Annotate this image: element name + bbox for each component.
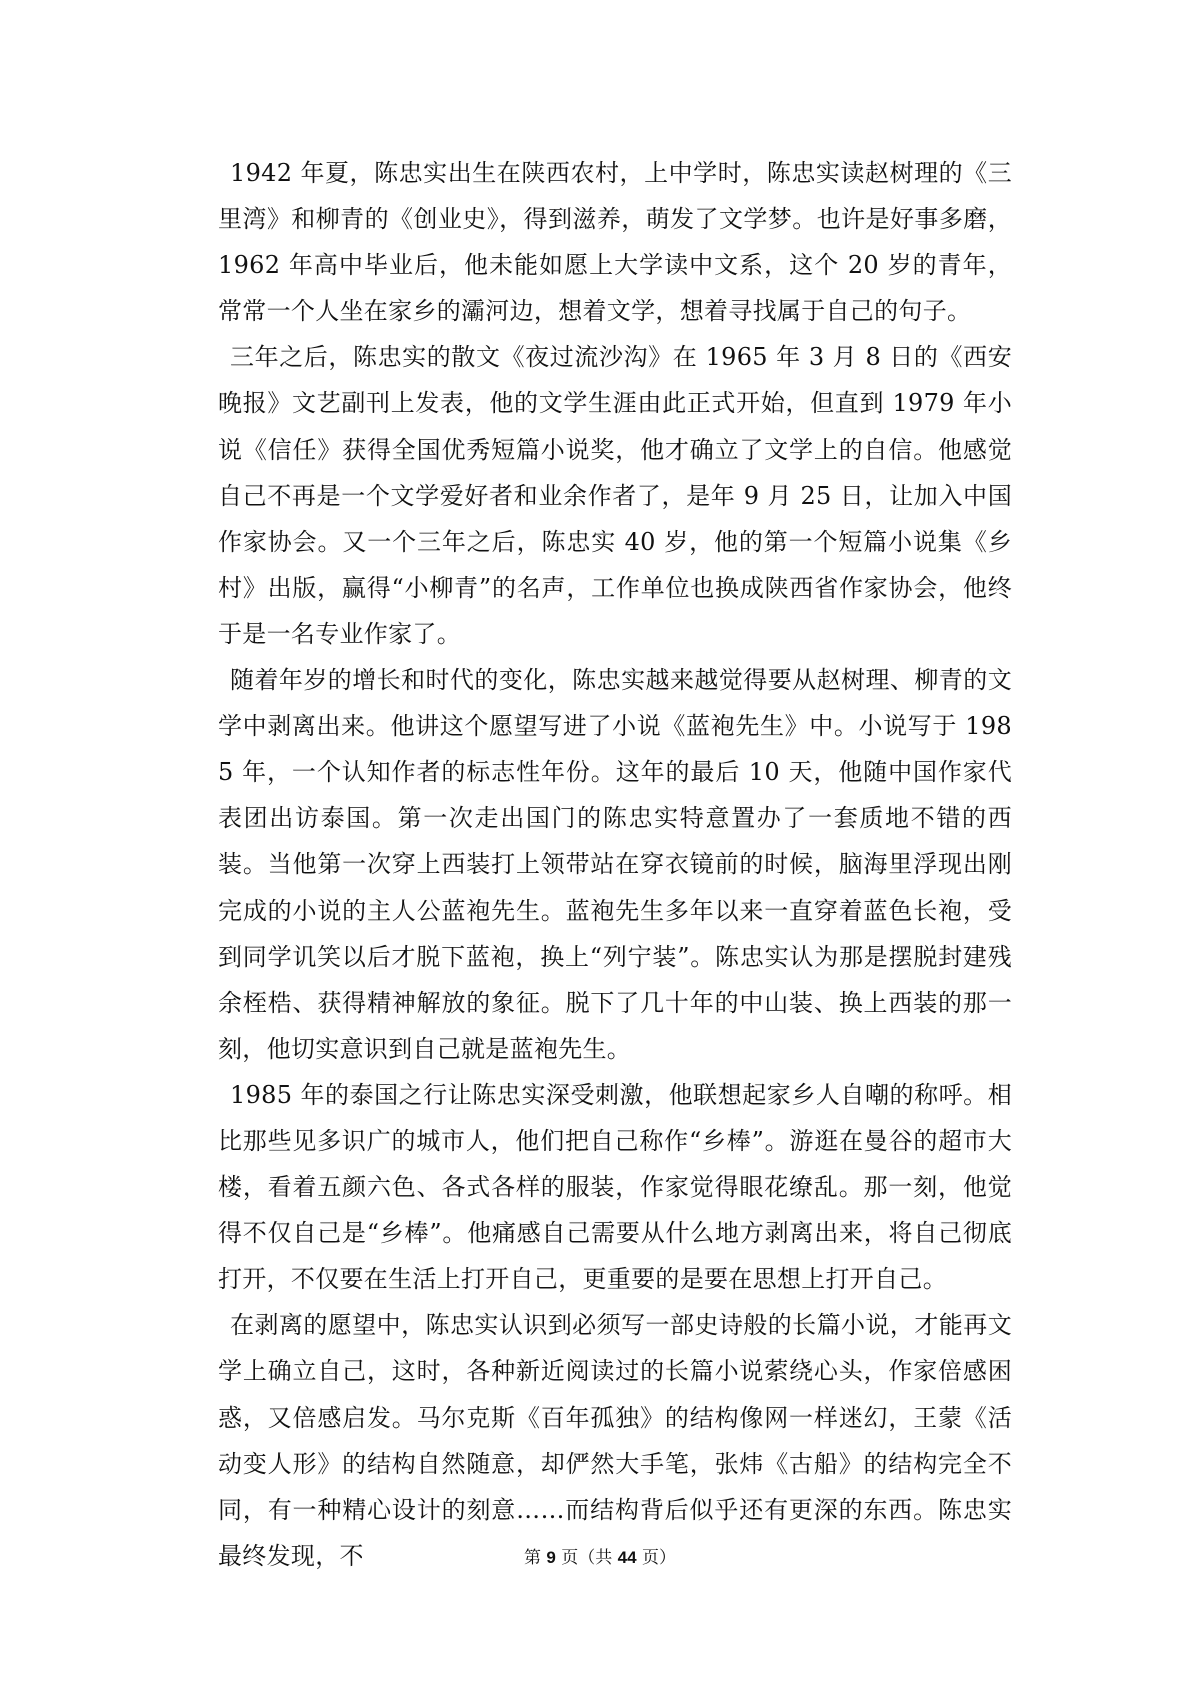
paragraph-1: 1942 年夏，陈忠实出生在陕西农村，上中学时，陈忠实读赵树理的《三里湾》和柳青的《创业史》，得到滋养，萌发了文学梦。也许是好事多磨，1962 年高中毕业后，他未能如愿上大学读中文系，这个 20 岁的青年，常常一个人坐在家乡的灞河边，想着文学，想着寻找属于自己的句子。 <box>218 159 1012 326</box>
page-footer <box>0 1547 1200 1569</box>
paragraph-4: 1985 年的泰国之行让陈忠实深受刺激，他联想起家乡人自嘲的称呼。相比那些见多识广的城市人，他们把自己称作“乡棒”。游逛在曼谷的超市大楼，看着五颜六色、各式各样的服装，作家觉得眼花缭乱。那一刻，他觉得不仅自己是“乡棒”。他痛感自己需要从什么地方剥离出来，将自己彻底打开，不仅要在生活上打开自己，更重要的是要在思想上打开自己。 <box>218 1080 1012 1294</box>
paragraph-2: 三年之后，陈忠实的散文《夜过流沙沟》在 1965 年 3 月 8 日的《西安晚报》文艺副刊上发表，他的文学生涯由此正式开始，但直到 1979 年小说《信任》获得全国优秀短篇小说奖，他才确立了文学上的自信。他感觉自己不再是一个文学爱好者和业余作者了，是年 9 月 25 日，让加入中国作家协会。又一个三年之后，陈忠实 40 岁，他的第一个短篇小说集《乡村》出版，赢得“小柳青”的名声，工作单位也换成陕西省作家协会，他终于是一名专业作家了。 <box>218 343 1012 648</box>
footer-middle: 页（共 <box>561 1548 613 1568</box>
paragraph-3: 随着年岁的增长和时代的变化，陈忠实越来越觉得要从赵树理、柳青的文学中剥离出来。他讲这个愿望写进了小说《蓝袍先生》中。小说写于 1985 年，一个认知作者的标志性年份。这年的最后 10 天，他随中国作家代表团出访泰国。第一次走出国门的陈忠实特意置办了一套质地不错的西装。当他第一次穿上西装打上领带站在穿衣镜前的时候，脑海里浮现出刚完成的小说的主人公蓝袍先生。蓝袍先生多年以来一直穿着蓝色长袍，受到同学讥笑以后才脱下蓝袍，换上“列宁装”。陈忠实认为那是摆脱封建残余桎梏、获得精神解放的象征。脱下了几十年的中山装、换上西装的那一刻，他切实意识到自己就是蓝袍先生。 <box>218 666 1012 1063</box>
document-body <box>218 150 1012 1579</box>
paragraph-5: 在剥离的愿望中，陈忠实认识到必须写一部史诗般的长篇小说，才能再文学上确立自己，这时，各种新近阅读过的长篇小说萦绕心头，作家倍感困惑，又倍感启发。马尔克斯《百年孤独》的结构像网一样迷幻，王蒙《活动变人形》的结构自然随意，却俨然大手笔，张炜《古船》的结构完全不同，有一种精心设计的刻意……而结构背后似乎还有更深的东西。陈忠实最终发现，不 <box>218 1311 1012 1570</box>
footer-suffix: 页） <box>642 1548 676 1568</box>
footer-prefix: 第 <box>523 1548 541 1568</box>
footer-page-number: 9 <box>546 1548 556 1567</box>
footer-total-pages: 44 <box>617 1548 637 1567</box>
